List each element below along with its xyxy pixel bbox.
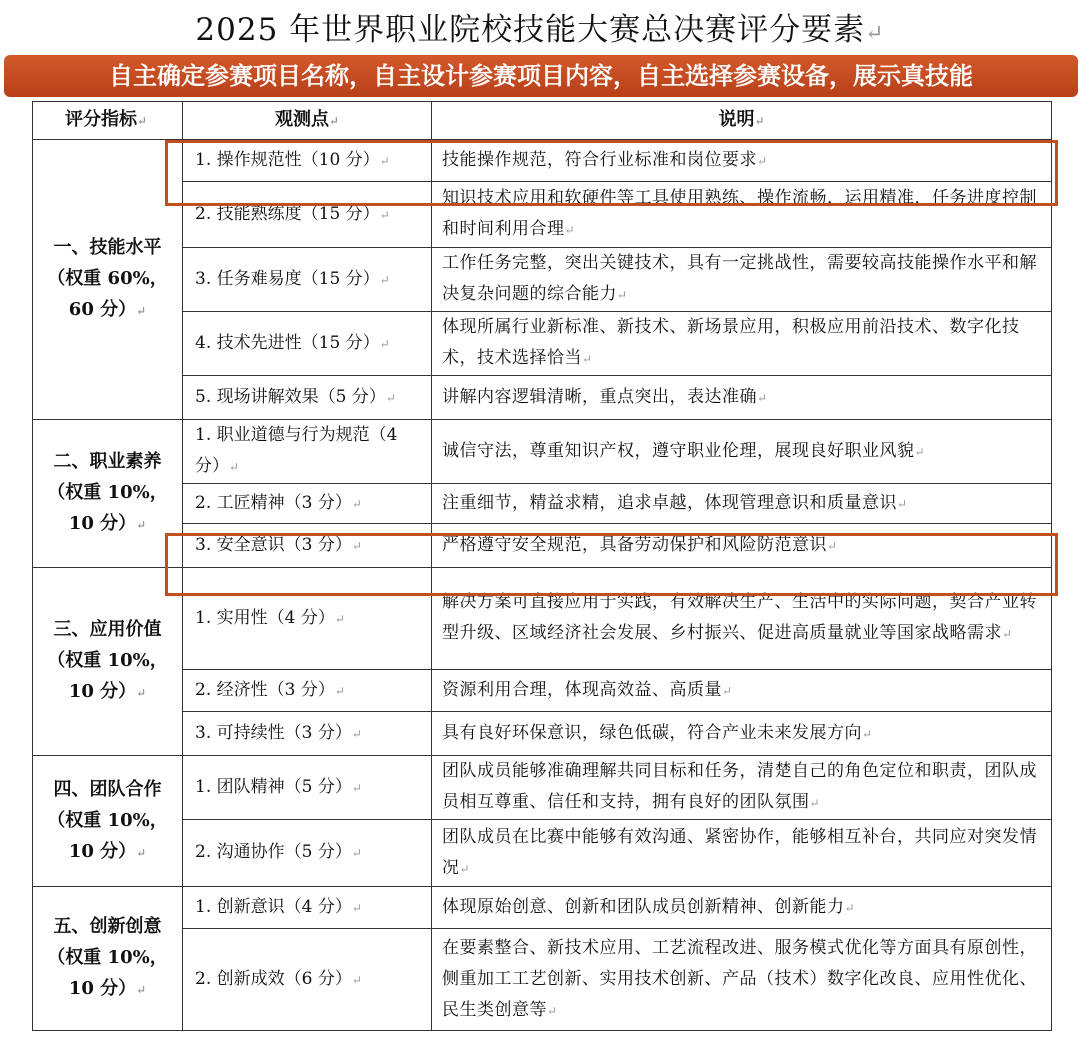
observation-cell: 5. 现场讲解效果（5 分）↵ <box>183 376 432 420</box>
description-cell: 技能操作规范，符合行业标准和岗位要求↵ <box>432 140 1052 182</box>
description-cell: 注重细节，精益求精，追求卓越，体现管理意识和质量意识↵ <box>432 484 1052 524</box>
description-cell: 工作任务完整，突出关键技术，具有一定挑战性，需要较高技能操作水平和解决复杂问题的综合能力↵ <box>432 248 1052 312</box>
observation-cell: 2. 工匠精神（3 分）↵ <box>183 484 432 524</box>
observation-cell: 2. 创新成效（6 分）↵ <box>183 929 432 1031</box>
category-label-line3: 10 分）↵ <box>68 513 147 534</box>
category-cell <box>33 568 183 756</box>
category-label-line2: （权重 10%， <box>47 482 168 503</box>
category-label-line3: 10 分）↵ <box>68 978 147 999</box>
description-cell: 讲解内容逻辑清晰，重点突出，表达准确↵ <box>432 376 1052 420</box>
description-cell: 体现原始创意、创新和团队成员创新精神、创新能力↵ <box>432 887 1052 929</box>
observation-cell: 3. 可持续性（3 分）↵ <box>183 712 432 756</box>
observation-cell: 2. 沟通协作（5 分）↵ <box>183 820 432 887</box>
header-observation: 观测点↵ <box>183 102 432 140</box>
table-row <box>33 248 1052 312</box>
table-row <box>33 670 1052 712</box>
observation-cell: 3. 安全意识（3 分）↵ <box>183 524 432 568</box>
table-row <box>33 756 1052 820</box>
description-cell: 在要素整合、新技术应用、工艺流程改进、服务模式优化等方面具有原创性，侧重加工工艺创新、实用技术创新、产品（技术）数字化改良、应用性优化、民生类创意等↵ <box>432 929 1052 1031</box>
observation-cell: 1. 操作规范性（10 分）↵ <box>183 140 432 182</box>
description-cell: 团队成员在比赛中能够有效沟通、紧密协作，能够相互补台，共同应对突发情况↵ <box>432 820 1052 887</box>
category-label-line3: 60 分）↵ <box>68 299 147 320</box>
category-label-line2: （权重 10%， <box>47 650 168 671</box>
description-cell: 严格遵守安全规范，具备劳动保护和风险防范意识↵ <box>432 524 1052 568</box>
description-cell: 具有良好环保意识，绿色低碳，符合产业未来发展方向↵ <box>432 712 1052 756</box>
category-cell <box>33 756 183 887</box>
observation-cell: 2. 经济性（3 分）↵ <box>183 670 432 712</box>
description-cell: 体现所属行业新标准、新技术、新场景应用，积极应用前沿技术、数字化技术，技术选择恰当↵ <box>432 312 1052 376</box>
description-cell: 团队成员能够准确理解共同目标和任务，清楚自己的角色定位和职责，团队成员相互尊重、信任和支持，拥有良好的团队氛围↵ <box>432 756 1052 820</box>
category-label-line1: 四、团队合作 <box>53 778 162 800</box>
category-label-line3: 10 分）↵ <box>68 681 147 702</box>
category-label-line2: （权重 60%， <box>47 268 168 289</box>
header-category: 评分指标↵ <box>33 102 183 140</box>
observation-cell: 2. 技能熟练度（15 分）↵ <box>183 182 432 248</box>
paragraph-mark-icon: ↵ <box>865 21 885 46</box>
table-header-row <box>33 102 1052 140</box>
observation-cell: 1. 职业道德与行为规范（4 分）↵ <box>183 420 432 484</box>
observation-cell: 4. 技术先进性（15 分）↵ <box>183 312 432 376</box>
category-label-line2: （权重 10%， <box>47 809 168 831</box>
highlight-box-operation-standard <box>165 140 1058 206</box>
category-label-line1: 二、职业素养 <box>53 451 162 472</box>
observation-cell: 1. 创新意识（4 分）↵ <box>183 887 432 929</box>
category-label-line2: （权重 10%， <box>47 947 168 968</box>
page-title: 2025 年世界职业院校技能大赛总决赛评分要素↵ <box>195 12 885 48</box>
table-row <box>33 420 1052 484</box>
table-row <box>33 484 1052 524</box>
slogan-banner: 自主确定参赛项目名称，自主设计参赛项目内容，自主选择参赛设备，展示真技能 <box>4 55 1078 97</box>
category-cell <box>33 887 183 1031</box>
description-cell: 资源利用合理，体现高效益、高质量↵ <box>432 670 1052 712</box>
observation-cell: 3. 任务难易度（15 分）↵ <box>183 248 432 312</box>
category-label-line1: 五、创新创意 <box>53 916 162 937</box>
category-cell <box>33 420 183 568</box>
observation-cell: 1. 实用性（4 分）↵ <box>183 568 432 670</box>
table-row <box>33 820 1052 887</box>
table-row <box>33 929 1052 1031</box>
category-label-line1: 三、应用价值 <box>53 619 162 640</box>
category-label-line3: 10 分）↵ <box>68 840 147 862</box>
description-cell: 解决方案可直接应用于实践，有效解决生产、生活中的实际问题，契合产业转型升级、区域经济社会发展、乡村振兴、促进高质量就业等国家战略需求↵ <box>432 568 1052 670</box>
highlight-box-safety-awareness <box>165 533 1058 596</box>
description-cell: 诚信守法，尊重知识产权，遵守职业伦理，展现良好职业风貌↵ <box>432 420 1052 484</box>
description-cell: 知识技术应用和软硬件等工具使用熟练、操作流畅，运用精准，任务进度控制和时间利用合理↵ <box>432 182 1052 248</box>
table-row <box>33 887 1052 929</box>
table-row <box>33 376 1052 420</box>
table-row <box>33 712 1052 756</box>
table-row <box>33 312 1052 376</box>
observation-cell: 1. 团队精神（5 分）↵ <box>183 756 432 820</box>
category-cell <box>33 140 183 420</box>
category-label-line1: 一、技能水平 <box>53 237 162 258</box>
header-description: 说明↵ <box>432 102 1052 140</box>
